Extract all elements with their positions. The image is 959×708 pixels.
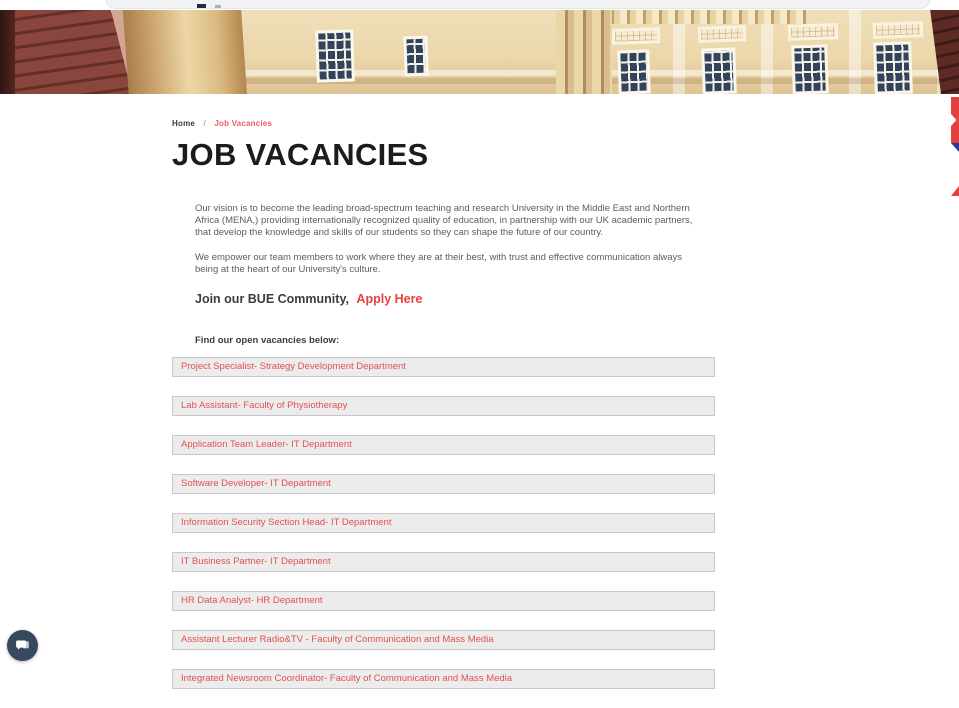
facade-panel: [698, 25, 747, 43]
apply-here-link[interactable]: Apply Here: [356, 292, 423, 306]
chat-bubble-icon: [14, 637, 31, 654]
job-vacancy-bar[interactable]: IT Business Partner- IT Department: [172, 552, 715, 572]
edge-ribbon-flag: [951, 97, 959, 143]
brick-wall-left: [0, 10, 134, 94]
edge-ribbon-blue-triangle: [951, 143, 959, 152]
porch-columns: [556, 10, 612, 94]
breadcrumb-current-link[interactable]: Job Vacancies: [214, 119, 273, 128]
edge-ribbon-red-triangle: [951, 186, 959, 196]
job-vacancy-bar[interactable]: HR Data Analyst- HR Department: [172, 591, 715, 611]
site-logo-fragment-icon: [197, 4, 206, 8]
job-vacancy-bar[interactable]: Software Developer- IT Department: [172, 474, 715, 494]
site-logo-fragment-icon: [215, 5, 221, 8]
cta-prefix: Join our BUE Community,: [195, 292, 349, 306]
job-vacancy-list: [172, 357, 732, 689]
vacancies-heading: Find our open vacancies below:: [195, 335, 340, 346]
breadcrumb: [172, 119, 732, 128]
intro-paragraph-vision: Our vision is to become the leading broad-spectrum teaching and research University in the Middle East and Northern Africa (MENA,) providing internationally recognized quality of education, in partnership with our UK academic partners, that develop the knowledge and skills of our students so they can shape the future of our country.: [195, 203, 693, 238]
job-vacancy-bar[interactable]: Lab Assistant- Faculty of Physiotherapy: [172, 396, 715, 416]
hero-campus-photo: [0, 10, 959, 94]
window: [791, 44, 829, 94]
window: [617, 49, 651, 94]
top-navbar-edge: [0, 0, 959, 10]
facade-panel: [612, 27, 661, 45]
page-title: JOB VACANCIES: [172, 137, 429, 172]
job-vacancy-bar[interactable]: Project Specialist- Strategy Development Department: [172, 357, 715, 377]
navbar-pill: [105, 0, 931, 9]
intro-paragraph-culture: We empower our team members to work where they are at their best, with trust and effective communication always being at the heart of our University's culture.: [195, 252, 682, 275]
window: [403, 36, 428, 77]
window: [873, 41, 913, 94]
window: [701, 47, 737, 94]
main-content: [172, 94, 732, 708]
job-vacancy-bar[interactable]: Application Team Leader- IT Department: [172, 435, 715, 455]
job-vacancy-bar[interactable]: Integrated Newsroom Coordinator- Faculty of Communication and Mass Media: [172, 669, 715, 689]
facade-panel: [788, 23, 839, 41]
job-vacancy-bar[interactable]: Information Security Section Head- IT Department: [172, 513, 715, 533]
facade-panel: [873, 21, 924, 39]
job-vacancy-bar[interactable]: Assistant Lecturer Radio&TV - Faculty of Communication and Mass Media: [172, 630, 715, 650]
chat-widget-button[interactable]: [7, 630, 38, 661]
breadcrumb-home-link[interactable]: Home: [172, 119, 196, 128]
window: [315, 29, 355, 82]
breadcrumb-separator: /: [203, 119, 206, 128]
intro-text: [195, 203, 707, 306]
cta-line: [195, 292, 707, 306]
stone-column: [123, 10, 248, 94]
brick-wall-shadow: [0, 10, 15, 94]
